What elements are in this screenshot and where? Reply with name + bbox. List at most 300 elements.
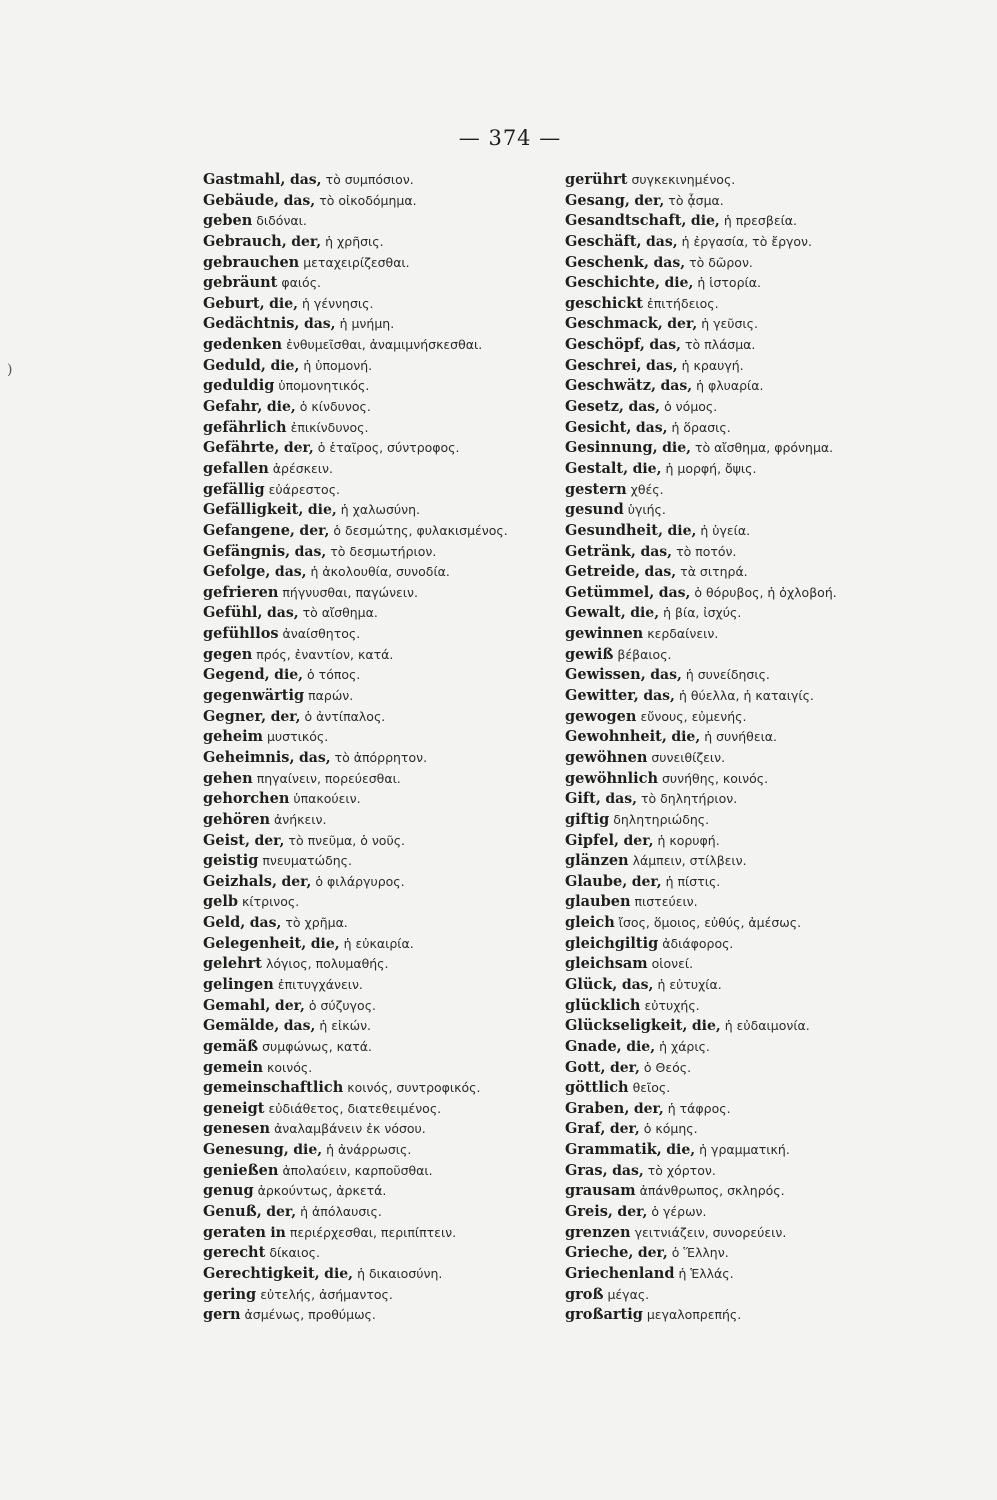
entry-translation: τὸ ποτόν. [676, 543, 737, 559]
entry-article: der, [254, 832, 285, 849]
entry-article: der, [633, 1100, 664, 1117]
entry-headword: Geschäft, [565, 232, 642, 250]
entry-headword: Glückseligkeit, [565, 1017, 688, 1035]
dictionary-entry [203, 418, 553, 439]
entry-headword: Geschrei, [565, 356, 642, 374]
dictionary-entry [203, 170, 553, 191]
entry-headword: gewinnen [565, 625, 644, 643]
entry-headword: glänzen [565, 852, 629, 870]
entry-headword: gewogen [565, 707, 637, 725]
entry-headword: Greis, [565, 1203, 613, 1221]
dictionary-entry [565, 1099, 910, 1120]
dictionary-entry [203, 1119, 553, 1140]
entry-article: der, [274, 997, 305, 1014]
entry-headword: Gastmahl, [203, 171, 286, 188]
entry-translation: ἡ μνήμη. [339, 316, 395, 332]
entry-headword: gern [203, 1306, 241, 1324]
entry-headword: Gefälligkeit, [203, 501, 304, 519]
dictionary-entry [565, 376, 910, 397]
dictionary-entry [565, 1305, 910, 1326]
dictionary-entry [203, 438, 553, 459]
dictionary-entry [203, 1078, 553, 1099]
dictionary-entry [203, 335, 553, 356]
entry-translation: τὸ αἴσθημα. [302, 605, 378, 621]
entry-headword: gefährlich [203, 418, 287, 436]
entry-translation: τὸ οἰκοδόμημα. [319, 192, 417, 208]
entry-translation: ἡ φλυαρία. [696, 378, 764, 394]
entry-headword: Glück, [565, 975, 618, 993]
dictionary-entry [565, 294, 910, 315]
entry-headword: Gerechtigkeit, [203, 1264, 320, 1282]
entry-headword: göttlich [565, 1079, 629, 1097]
entry-headword: Gedächtnis, [203, 315, 300, 333]
entry-translation: ἡ εὐτυχία. [657, 976, 722, 992]
entry-translation: εὐτυχής. [644, 997, 700, 1013]
entry-article: das, [658, 584, 691, 601]
entry-headword: Gemahl, [203, 996, 271, 1014]
entry-translation: ἡ χαλωσύνη. [340, 502, 421, 518]
entry-article: die, [630, 605, 660, 622]
entry-article: die, [690, 213, 720, 230]
entry-article: die, [664, 275, 694, 292]
dictionary-entry [565, 831, 910, 852]
entry-translation: ἡ χρῆσις. [325, 233, 384, 249]
entry-translation: ἡ ὑπομονή. [303, 357, 373, 373]
entry-headword: Gift, [565, 790, 601, 808]
entry-translation: τὸ δεσμωτήριον. [330, 543, 437, 559]
entry-headword: gestern [565, 480, 627, 498]
entry-headword: Gewissen, [565, 666, 646, 684]
entry-translation: πιστεύειν. [634, 894, 698, 910]
dictionary-entry [203, 831, 553, 852]
entry-translation: ὁ ἑταῖρος, σύντροφος. [317, 440, 460, 456]
entry-article: das, [621, 976, 654, 993]
entry-translation: δηλητηριώδης. [613, 811, 710, 827]
entry-article: das, [294, 543, 327, 560]
dictionary-entry [203, 872, 553, 893]
entry-translation: ὁ φιλάργυρος. [315, 873, 405, 889]
entry-translation: κοινός, συντροφικός. [347, 1080, 481, 1096]
entry-headword: glücklich [565, 996, 641, 1014]
dictionary-entry [565, 1264, 910, 1285]
dictionary-entry [203, 232, 553, 253]
entry-translation: ἡ πίστις. [665, 873, 721, 889]
entry-article: der, [283, 440, 314, 457]
entry-article: die, [666, 1142, 696, 1159]
entry-translation: ἡ εὐκαιρία. [343, 935, 414, 951]
left-column [203, 170, 553, 1326]
dictionary-entry [565, 1078, 910, 1099]
entry-headword: gegen [203, 645, 253, 663]
entry-headword: Gesundheit, [565, 521, 664, 539]
entry-translation: ἡ χάρις. [659, 1038, 710, 1054]
entry-translation: ἡ ἀπόλαυσις. [300, 1204, 382, 1220]
entry-translation: ὁ τόπος. [307, 667, 361, 683]
entry-headword: Gegend, [203, 666, 270, 684]
entry-article: die, [269, 295, 299, 312]
entry-translation: τὸ χόρτον. [647, 1162, 716, 1178]
entry-translation: ἡ ὑγεία. [700, 522, 751, 538]
dictionary-entry [203, 686, 553, 707]
entry-translation: συγκεκινημένος. [631, 172, 736, 187]
entry-translation: δίκαιος. [269, 1245, 320, 1261]
entry-translation: τὸ πλάσμα. [685, 337, 756, 353]
entry-headword: Genesung, [203, 1141, 289, 1159]
dictionary-entry [203, 294, 553, 315]
dictionary-entry [203, 397, 553, 418]
entry-translation: περιέρχεσθαι, περιπίπτειν. [289, 1224, 457, 1240]
entry-translation: συνήθης, κοινός. [662, 770, 769, 786]
entry-headword: gefällig [203, 480, 265, 498]
entry-translation: ἡ δικαιοσύνη. [357, 1265, 443, 1281]
entry-article: die, [632, 460, 662, 477]
dictionary-entry [203, 1016, 553, 1037]
entry-translation: ἡ ὅρασις. [671, 419, 731, 435]
entry-headword: Griechenland [565, 1264, 675, 1282]
dictionary-entry [565, 191, 910, 212]
entry-translation: εὐδιάθετος, διατεθειμένος. [268, 1100, 442, 1116]
dictionary-entry [565, 1285, 910, 1306]
entry-translation: ἡ εὐδαιμονία. [724, 1018, 810, 1034]
dictionary-entry [565, 810, 910, 831]
entry-headword: Gesandtschaft, [565, 212, 687, 230]
entry-headword: gleichgiltig [565, 934, 659, 952]
dictionary-entry [203, 769, 553, 790]
entry-headword: Geduld, [203, 356, 266, 374]
dictionary-entry [565, 1016, 910, 1037]
entry-article: der, [609, 1121, 640, 1138]
dictionary-entry [565, 1119, 910, 1140]
entry-article: das, [635, 419, 668, 436]
dictionary-entry [565, 789, 910, 810]
entry-translation: ἡ συνείδησις. [685, 667, 770, 683]
dictionary-entry [565, 624, 910, 645]
entry-article: das, [643, 688, 675, 705]
entry-article: der, [634, 192, 665, 209]
entry-headword: Gelegenheit, [203, 934, 307, 952]
entry-translation: τὸ χρῆμα. [285, 915, 348, 931]
entry-headword: gefallen [203, 459, 269, 477]
entry-article: das, [640, 543, 673, 560]
dictionary-entry [565, 273, 910, 294]
entry-headword: geneigt [203, 1099, 265, 1117]
entry-article: in [270, 1224, 286, 1241]
entry-translation: εὐτελής, ἀσήμαντος. [260, 1286, 393, 1302]
entry-translation: ὁ σύζυγος. [308, 997, 377, 1013]
dictionary-entry [565, 356, 910, 377]
entry-article: das, [303, 316, 336, 333]
entry-translation: ἀδιάφορος. [662, 935, 734, 951]
dictionary-entry [203, 665, 553, 686]
entry-headword: Glaube, [565, 872, 628, 890]
entry-headword: Graf, [565, 1120, 606, 1138]
dictionary-entry [565, 232, 910, 253]
entry-headword: Grammatik, [565, 1141, 662, 1159]
entry-headword: Gesinnung, [565, 439, 658, 457]
entry-article: der, [617, 1204, 648, 1221]
entry-article: die, [266, 399, 296, 416]
dictionary-entry [203, 645, 553, 666]
dictionary-entry [203, 1243, 553, 1264]
entry-translation: τὸ ᾆσμα. [668, 192, 724, 208]
entry-headword: Geschwätz, [565, 377, 657, 395]
dictionary-entry [565, 872, 910, 893]
entry-headword: gerührt [565, 171, 628, 188]
entry-article: das, [646, 357, 678, 374]
dictionary-entry [203, 273, 553, 294]
entry-translation: ὁ νόμος. [664, 399, 718, 415]
dictionary-entry [565, 665, 910, 686]
entry-translation: ὁ κόμης. [643, 1121, 698, 1137]
entry-translation: ἡ ἀνάρρωσις. [326, 1142, 412, 1158]
entry-translation: ἡ γεῦσις. [701, 316, 758, 332]
dictionary-entry [565, 521, 910, 542]
entry-headword: Geburt, [203, 294, 265, 312]
entry-translation: ὁ Θεός. [643, 1059, 692, 1075]
dictionary-entry [565, 500, 910, 521]
dictionary-entry [565, 418, 910, 439]
entry-headword: Geschöpf, [565, 336, 645, 354]
dictionary-entry [203, 211, 553, 232]
entry-translation: ὁ θόρυβος, ἡ ὀχλοβοή. [694, 584, 837, 600]
entry-article: der, [266, 1204, 297, 1221]
entry-translation: πνευματώδης. [262, 853, 352, 869]
entry-headword: Gewohnheit, [565, 728, 667, 746]
entry-article: die, [667, 522, 697, 539]
entry-translation: τὸ συμπόσιον. [325, 172, 414, 187]
entry-article: die, [307, 502, 337, 519]
entry-headword: Geschmack, [565, 315, 663, 333]
dictionary-entry [203, 1223, 553, 1244]
entry-translation: τὸ δηλητήριον. [640, 791, 738, 807]
dictionary-entry [203, 707, 553, 728]
entry-article: die, [662, 440, 691, 457]
entry-headword: Getreide, [565, 563, 641, 581]
dictionary-entry [565, 996, 910, 1017]
dictionary-entry [565, 1140, 910, 1161]
entry-headword: Gemälde, [203, 1017, 280, 1035]
entry-headword: Gefängnis, [203, 542, 291, 560]
entry-headword: Graben, [565, 1099, 630, 1117]
entry-headword: genesen [203, 1120, 271, 1138]
entry-translation: μεγαλοπρεπής. [646, 1307, 742, 1323]
entry-translation: πηγαίνειν, πορεύεσθαι. [256, 770, 401, 786]
entry-headword: gebräunt [203, 274, 278, 292]
dictionary-entry [203, 253, 553, 274]
entry-translation: εὔνους, εὐμενής. [640, 708, 747, 724]
entry-headword: Gestalt, [565, 459, 629, 477]
entry-article: das, [644, 564, 677, 581]
dictionary-entry [565, 562, 910, 583]
entry-translation: ἡ τάφρος. [667, 1100, 731, 1116]
entry-headword: gering [203, 1285, 257, 1303]
entry-translation: ἀρέσκειν. [272, 460, 333, 476]
entry-translation: ἡ κορυφή. [657, 832, 720, 848]
entry-article: die, [671, 729, 701, 746]
entry-translation: διδόναι. [256, 213, 307, 229]
entry-translation: τὸ ἀπόρρητον. [334, 749, 428, 765]
margin-mark: ) [7, 362, 13, 378]
entry-headword: Grieche, [565, 1244, 634, 1262]
entry-article: das, [628, 399, 661, 416]
dictionary-entry [565, 459, 910, 480]
dictionary-entry [565, 954, 910, 975]
entry-headword: Gras, [565, 1161, 608, 1179]
dictionary-entry [203, 624, 553, 645]
dictionary-entry [565, 1181, 910, 1202]
entry-translation: φαιός. [281, 275, 322, 291]
entry-translation: ὑπομονητικός. [278, 378, 370, 394]
entry-headword: gedenken [203, 336, 283, 354]
entry-headword: Gesang, [565, 191, 630, 209]
dictionary-entry [565, 170, 910, 191]
dictionary-entry [565, 934, 910, 955]
entry-translation: ὁ δεσμώτης, φυλακισμένος. [333, 522, 508, 538]
entry-headword: gehen [203, 769, 253, 787]
entry-translation: μέγας. [607, 1286, 650, 1302]
dictionary-entry [565, 892, 910, 913]
dictionary-entry [203, 1181, 553, 1202]
dictionary-entry [565, 253, 910, 274]
entry-article: die, [626, 1038, 656, 1055]
entry-translation: ἡ ἱστορία. [697, 275, 761, 291]
entry-headword: genug [203, 1182, 254, 1200]
dictionary-entry [203, 1058, 553, 1079]
dictionary-entry [565, 211, 910, 232]
entry-headword: Geschichte, [565, 274, 660, 292]
dictionary-entry [203, 500, 553, 521]
entry-article: die, [270, 357, 300, 374]
dictionary-entry [203, 1161, 553, 1182]
entry-translation: ἐνθυμεῖσθαι, ἀναμιμνήσκεσθαι. [286, 337, 483, 353]
page-number: — 374 — [458, 126, 562, 150]
dictionary-entry [565, 748, 910, 769]
entry-article: der, [637, 1245, 668, 1262]
dictionary-entry [203, 1264, 553, 1285]
dictionary-entry [565, 1037, 910, 1058]
entry-article: das, [298, 749, 331, 766]
entry-translation: ἀναίσθητος. [282, 626, 361, 642]
dictionary-entry [565, 1223, 910, 1244]
entry-article: das, [653, 254, 686, 271]
dictionary-entry [203, 542, 553, 563]
entry-headword: gehorchen [203, 790, 290, 808]
entry-headword: gefühllos [203, 625, 279, 643]
entry-article: der, [270, 708, 301, 725]
dictionary-entry [203, 191, 553, 212]
dictionary-entry [203, 1037, 553, 1058]
entry-translation: κοινός. [266, 1059, 313, 1075]
dictionary-entry [203, 603, 553, 624]
entry-headword: Gewitter, [565, 687, 639, 705]
entry-article: das, [645, 233, 678, 250]
entry-translation: ὑγιής. [627, 502, 666, 518]
entry-article: das, [605, 791, 637, 808]
entry-translation: εὐάρεστος. [268, 481, 340, 497]
entry-headword: Gott, [565, 1058, 606, 1076]
entry-article: das, [650, 667, 682, 684]
entry-translation: πρός, ἐναντίον, κατά. [256, 646, 394, 662]
entry-headword: giftig [565, 810, 610, 828]
entry-article: der, [609, 1059, 640, 1076]
entry-headword: geistig [203, 852, 259, 870]
entry-translation: ἐπιτήδειος. [646, 295, 719, 311]
entry-headword: Geschenk, [565, 253, 650, 271]
dictionary-entry [203, 789, 553, 810]
dictionary-entry [203, 521, 553, 542]
entry-headword: Gefährte, [203, 439, 280, 457]
entry-translation: ἐπιτυγχάνειν. [277, 976, 363, 992]
dictionary-entry [203, 1099, 553, 1120]
entry-headword: Gegner, [203, 707, 267, 725]
entry-headword: gelingen [203, 975, 274, 993]
entry-translation: συνειθίζειν. [651, 749, 726, 765]
dictionary-entry [203, 975, 553, 996]
entry-headword: gegenwärtig [203, 687, 305, 705]
dictionary-entry [565, 727, 910, 748]
entry-translation: ἡ γραμματική. [699, 1142, 790, 1158]
entry-headword: gelb [203, 893, 239, 911]
entry-translation: πήγνυσθαι, παγώνειν. [282, 584, 418, 600]
entry-translation: μυστικός. [266, 729, 329, 745]
entry-headword: gesund [565, 501, 624, 519]
dictionary-entry [203, 376, 553, 397]
entry-headword: Getümmel, [565, 583, 655, 601]
dictionary-entry [203, 562, 553, 583]
entry-article: der, [291, 233, 322, 250]
dictionary-entry [565, 480, 910, 501]
entry-translation: θεῖος. [632, 1080, 671, 1096]
entry-headword: gelehrt [203, 955, 262, 973]
dictionary-entry [565, 335, 910, 356]
dictionary-entry [565, 913, 910, 934]
entry-translation: ἀσμένως, προθύμως. [244, 1307, 376, 1323]
entry-translation: ἡ συνήθεια. [704, 729, 778, 745]
entry-headword: Gesetz, [565, 398, 624, 416]
entry-translation: ἀρκούντως, ἀρκετά. [257, 1183, 387, 1199]
entry-article: das, [612, 1162, 644, 1179]
dictionary-entry [203, 480, 553, 501]
entry-headword: Genuß, [203, 1203, 262, 1221]
entry-translation: τὸ δῶρον. [689, 254, 753, 270]
entry-headword: großartig [565, 1306, 643, 1324]
dictionary-entry [203, 727, 553, 748]
entry-headword: gefrieren [203, 583, 279, 601]
dictionary-entry [203, 314, 553, 335]
dictionary-entry [203, 1140, 553, 1161]
entry-headword: gewöhnen [565, 748, 648, 766]
entry-translation: λάμπειν, στίλβειν. [632, 853, 747, 869]
dictionary-entry [203, 748, 553, 769]
entry-headword: grausam [565, 1182, 636, 1200]
dictionary-entry [565, 314, 910, 335]
dictionary-entry [565, 769, 910, 790]
entry-headword: geschickt [565, 294, 643, 312]
dictionary-entry [565, 707, 910, 728]
entry-translation: ὁ Ἕλλην. [671, 1245, 729, 1261]
entry-headword: Gefolge, [203, 563, 271, 581]
entry-translation: ὑπακούειν. [293, 791, 361, 807]
dictionary-entry [203, 996, 553, 1017]
entry-headword: gewiß [565, 645, 614, 663]
entry-translation: λόγιος, πολυμαθής. [265, 956, 389, 972]
entry-headword: geheim [203, 728, 263, 746]
dictionary-entry [203, 851, 553, 872]
entry-translation: βέβαιος. [617, 646, 672, 662]
dictionary-entry [203, 1202, 553, 1223]
entry-translation: ἀπολαύειν, καρποῦσθαι. [282, 1162, 433, 1178]
entry-article: das, [274, 564, 307, 581]
